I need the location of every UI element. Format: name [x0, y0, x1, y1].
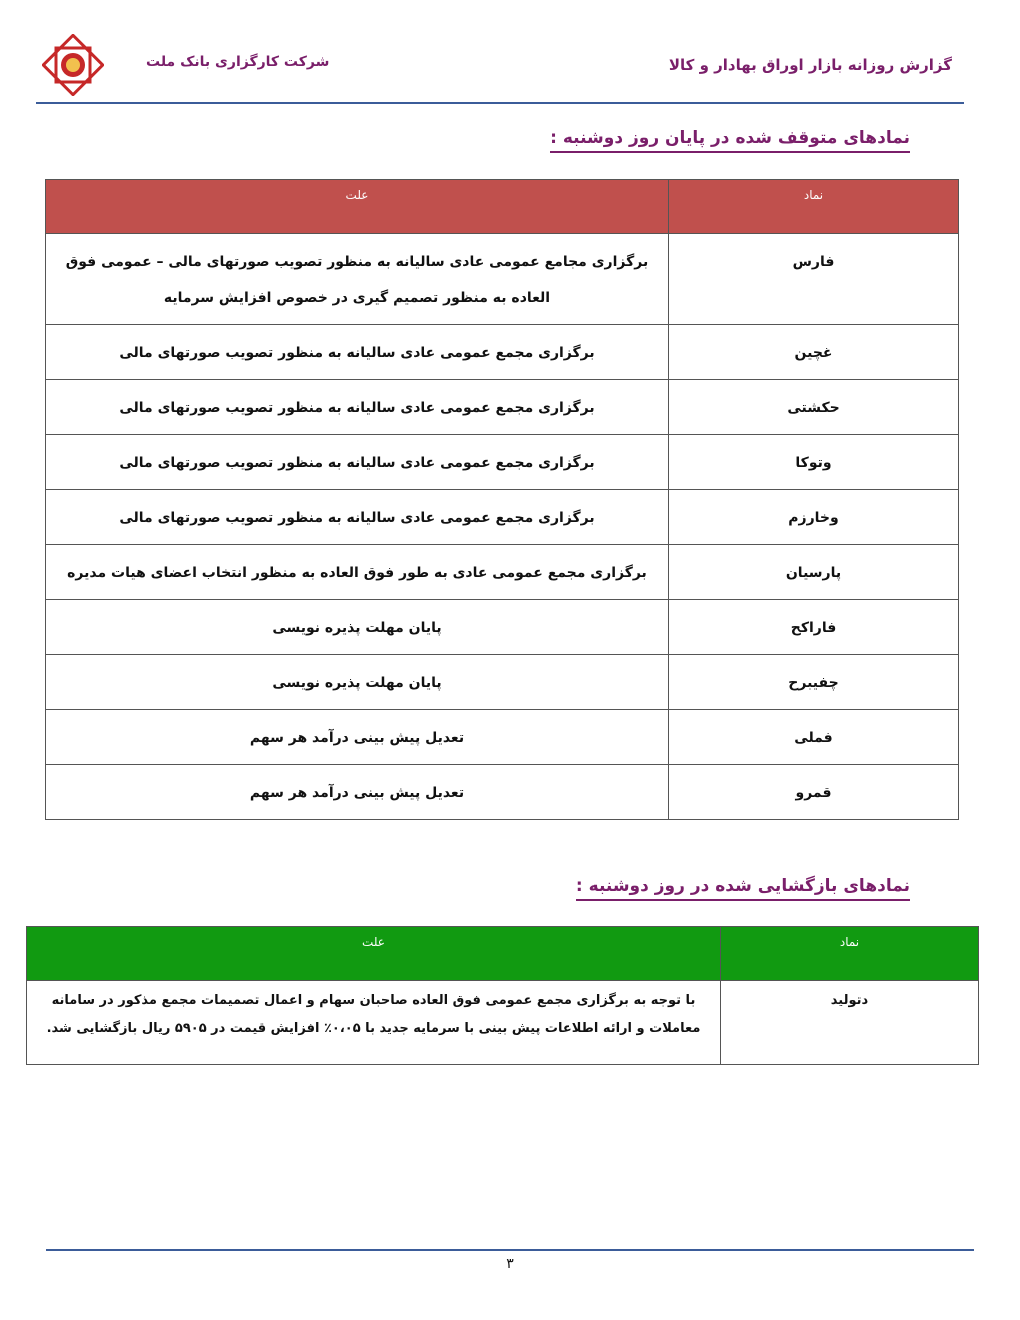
table-row	[46, 710, 959, 765]
table-row	[46, 325, 959, 380]
table-row	[27, 981, 979, 1065]
symbol-cell: وخارزم	[669, 490, 959, 545]
reason-cell: پایان مهلت پذیره نویسی	[46, 600, 669, 655]
reason-cell: برگزاری مجمع عمومی عادی سالیانه به منظور تصویب صورتهای مالی	[46, 380, 669, 435]
column-header-reason: علت	[27, 927, 721, 981]
symbol-cell: فاراکح	[669, 600, 959, 655]
symbol-cell: حکشتی	[669, 380, 959, 435]
page-header	[36, 30, 964, 104]
reason-cell: برگزاری مجامع عمومی عادی سالیانه به منظور تصویب صورتهای مالی – عمومی فوق العاده به منظور تصمیم گیری در خصوص افزایش سرمایه	[46, 234, 669, 325]
reason-cell: تعدیل پیش بینی درآمد هر سهم	[46, 765, 669, 820]
reopened-table-body	[27, 981, 979, 1065]
stopped-symbols-table	[45, 179, 959, 820]
symbol-cell: فملی	[669, 710, 959, 765]
report-title: گزارش روزانه بازار اوراق بهادار و کالا	[668, 56, 952, 74]
symbol-cell: غچین	[669, 325, 959, 380]
symbol-cell: وتوکا	[669, 435, 959, 490]
footer-divider	[46, 1249, 974, 1251]
reason-cell: با توجه به برگزاری مجمع عمومی فوق العاده صاحبان سهام و اعمال تصمیمات مجمع مذکور در سامانه معاملات و ارائه اطلاعات پیش بینی با سرمایه جدید با ۰،۰۵٪ افزایش قیمت در ۵۹۰۵ ریال بازگشایی شد.	[27, 981, 721, 1065]
reason-cell: پایان مهلت پذیره نویسی	[46, 655, 669, 710]
stopped-table-body	[46, 234, 959, 820]
column-header-reason: علت	[46, 180, 669, 234]
symbol-cell: فارس	[669, 234, 959, 325]
table-row	[46, 490, 959, 545]
stopped-section-title: نمادهای متوقف شده در پایان روز دوشنبه :	[550, 128, 910, 153]
reason-cell: تعدیل پیش بینی درآمد هر سهم	[46, 710, 669, 765]
reopened-symbols-table	[26, 926, 979, 1065]
brand-name: شرکت کارگزاری بانک ملت	[146, 54, 330, 70]
table-row	[46, 600, 959, 655]
reason-cell: برگزاری مجمع عمومی عادی سالیانه به منظور تصویب صورتهای مالی	[46, 435, 669, 490]
symbol-cell: پارسیان	[669, 545, 959, 600]
reopened-section-title: نمادهای بازگشایی شده در روز دوشنبه :	[576, 876, 910, 901]
table-header-row	[27, 927, 979, 981]
table-row	[46, 380, 959, 435]
reason-cell: برگزاری مجمع عمومی عادی سالیانه به منظور تصویب صورتهای مالی	[46, 490, 669, 545]
table-row	[46, 655, 959, 710]
column-header-symbol: نماد	[669, 180, 959, 234]
reason-cell: برگزاری مجمع عمومی عادی به طور فوق العاده به منظور انتخاب اعضای هیات مدیره	[46, 545, 669, 600]
table-row	[46, 765, 959, 820]
bank-mellat-logo	[42, 34, 104, 96]
header-divider	[36, 102, 964, 104]
symbol-cell: قمرو	[669, 765, 959, 820]
table-row	[46, 435, 959, 490]
table-header-row	[46, 180, 959, 234]
symbol-cell: دتولید	[721, 981, 979, 1065]
table-row	[46, 234, 959, 325]
symbol-cell: چفیبرح	[669, 655, 959, 710]
reason-cell: برگزاری مجمع عمومی عادی سالیانه به منظور تصویب صورتهای مالی	[46, 325, 669, 380]
column-header-symbol: نماد	[721, 927, 979, 981]
table-row	[46, 545, 959, 600]
page-number: ۳	[506, 1256, 514, 1272]
